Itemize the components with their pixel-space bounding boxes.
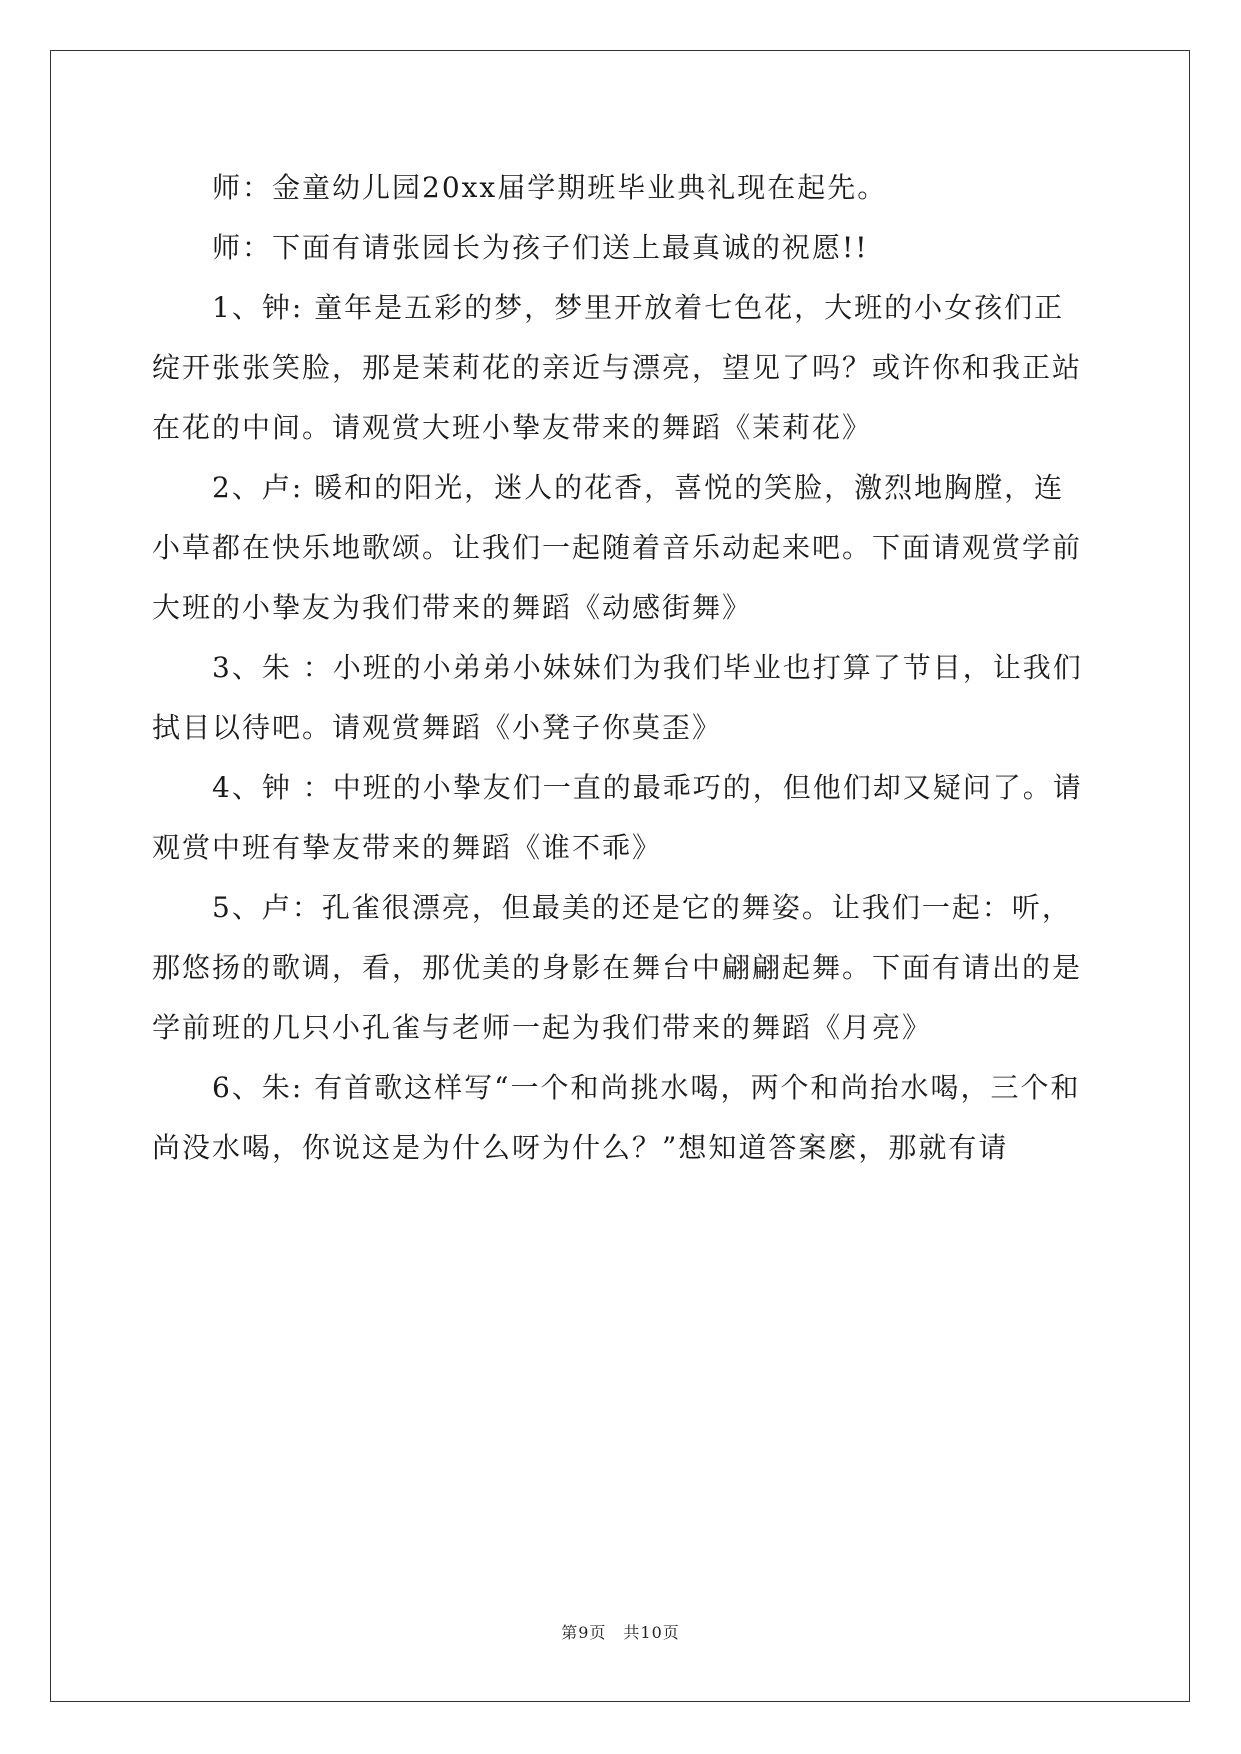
page-number-footer: 第9页 共10页 (561, 1623, 680, 1642)
paragraph: 4、钟 ：中班的小挚友们一直的最乖巧的，但他们却又疑问了。请观赏中班有挚友带来的舞蹈《谁不乖》 (152, 771, 1083, 864)
paragraph: 5、卢：孔雀很漂亮，但最美的还是它的舞姿。让我们一起：听，那悠扬的歌调，看，那优美的身影在舞台中翩翩起舞。下面有请出的是学前班的几只小孔雀与老师一起为我们带来的舞蹈《月亮》 (152, 891, 1083, 1044)
paragraph: 6、朱: 有首歌这样写“一个和尚挑水喝，两个和尚抬水喝，三个和尚没水喝，你说这是为什么呀为什么？”想知道答案麽，那就有请 (152, 1071, 1081, 1164)
paragraph: 师：金童幼儿园20xx届学期班毕业典礼现在起先。 (212, 171, 888, 204)
paragraph: 师：下面有请张园长为孩子们送上最真诚的祝愿!! (212, 231, 869, 264)
document-body (152, 158, 1092, 1178)
paragraph: 3、朱 ：小班的小弟弟小妹妹们为我们毕业也打算了节目，让我们拭目以待吧。请观赏舞蹈《小凳子你莫歪》 (152, 651, 1083, 744)
paragraph: 2、卢: 暖和的阳光，迷人的花香，喜悦的笑脸，激烈地胸膛，连小草都在快乐地歌颂。让我们一起随着音乐动起来吧。下面请观赏学前大班的小挚友为我们带来的舞蹈《动感街舞》 (152, 471, 1083, 624)
paragraph: 1、钟: 童年是五彩的梦，梦里开放着七色花，大班的小女孩们正绽开张张笑脸，那是茉莉花的亲近与漂亮，望见了吗？或许你和我正站在花的中间。请观赏大班小挚友带来的舞蹈《茉莉花》 (152, 291, 1083, 444)
